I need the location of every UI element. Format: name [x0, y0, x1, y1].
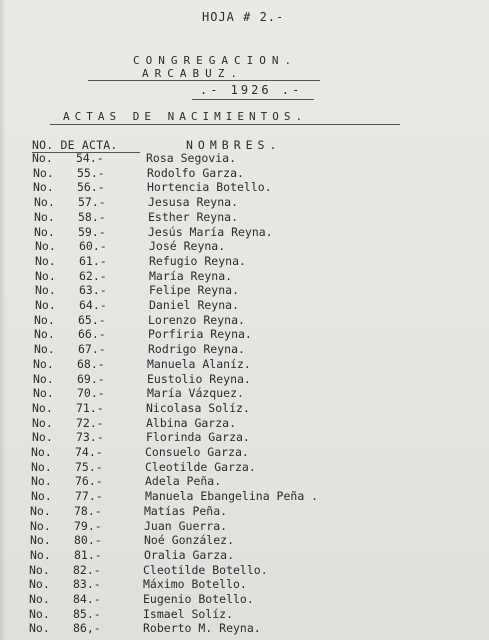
record-number: 82.- [73, 562, 101, 577]
record-number: 59.- [78, 224, 106, 239]
record-row [0, 504, 487, 519]
record-number: 85.- [73, 606, 101, 621]
place-name: ARCABUZ. [142, 67, 243, 80]
record-name: Esther Reyna. [148, 209, 239, 224]
record-prefix: No. [33, 356, 54, 371]
record-number: 71.- [76, 400, 104, 415]
record-number: 62.- [79, 268, 107, 283]
record-name: Eustolio Reyna. [147, 371, 251, 386]
record-prefix: No. [29, 606, 50, 621]
record-name: María Vázquez. [147, 386, 244, 401]
record-row [2, 327, 489, 342]
record-row [0, 401, 489, 416]
record-type-title: ACTAS DE NACIMIENTOS. [63, 110, 308, 123]
record-row [0, 474, 488, 489]
record-name: Roberto M. Reyna. [143, 621, 261, 636]
record-name: Albina Garza. [146, 415, 237, 430]
record-prefix: No. [29, 562, 50, 577]
record-row [1, 357, 489, 372]
record-number: 55.- [77, 165, 105, 180]
record-name: Jesusa Reyna. [148, 195, 239, 210]
record-prefix: No. [33, 371, 54, 386]
record-row [0, 151, 489, 166]
record-row [2, 225, 489, 240]
record-number: 72.- [76, 415, 104, 430]
record-name: Noé González. [144, 533, 235, 548]
record-row [2, 210, 489, 225]
record-row [0, 460, 488, 475]
record-number: 86,- [73, 621, 101, 636]
record-name: Rosa Segovia. [146, 151, 237, 165]
record-name: Lorenzo Reyna. [148, 312, 245, 327]
record-prefix: No. [33, 386, 54, 401]
record-prefix: No. [35, 268, 56, 283]
record-number: 73.- [76, 430, 104, 445]
record-number: 63.- [79, 283, 107, 298]
record-row [0, 445, 488, 460]
record-name: Ismael Solíz. [143, 606, 234, 621]
record-name: Eugenio Botello. [143, 592, 254, 606]
record-row [0, 519, 487, 534]
record-row [0, 577, 486, 592]
page-number-heading: HOJA # 2.- [202, 10, 285, 24]
record-number: 61.- [79, 253, 107, 268]
record-prefix: No. [33, 180, 54, 195]
record-prefix: No. [33, 165, 54, 180]
record-name: Felipe Reyna. [149, 283, 240, 298]
record-number: 66.- [78, 327, 106, 342]
record-prefix: No. [30, 547, 51, 562]
record-row [0, 592, 486, 607]
record-prefix: No. [30, 533, 51, 548]
record-prefix: No. [31, 459, 52, 474]
record-name: María Reyna. [149, 268, 233, 283]
record-prefix: No. [34, 195, 55, 210]
record-name: José Reyna. [149, 239, 226, 254]
record-prefix: No. [32, 415, 53, 430]
record-prefix: No. [31, 474, 52, 489]
record-number: 64.- [79, 298, 107, 312]
record-number: 68.- [77, 356, 105, 371]
record-row [0, 489, 488, 504]
record-name: Nicolasa Solíz. [146, 400, 250, 415]
record-number: 76.- [75, 474, 103, 489]
record-row [1, 386, 489, 401]
record-row [0, 533, 487, 548]
record-row [2, 195, 489, 210]
record-name: Hortencia Botello. [147, 180, 272, 195]
record-number: 69.- [77, 371, 105, 386]
record-row [1, 180, 489, 195]
record-number: 80.- [74, 533, 102, 548]
record-prefix: No. [31, 489, 52, 504]
record-name: Manuela Ebangelina Peña . [145, 489, 319, 504]
record-prefix: No. [34, 209, 55, 224]
record-name: Cleotilde Botello. [143, 562, 268, 577]
record-prefix: No. [34, 312, 55, 327]
record-number: 83.- [73, 577, 101, 592]
record-prefix: No. [31, 445, 52, 459]
record-name: Juan Guerra. [144, 518, 228, 533]
record-row [3, 254, 489, 269]
record-name: Florinda Garza. [146, 430, 250, 445]
record-number: 74.- [75, 445, 103, 459]
record-row [1, 372, 489, 387]
record-name: Matías Peña. [144, 503, 228, 518]
record-row [0, 621, 486, 636]
record-name: Máximo Botello. [143, 577, 247, 592]
record-prefix: No. [30, 503, 51, 518]
record-prefix: No. [34, 224, 55, 239]
record-prefix: No. [34, 342, 55, 357]
record-type-underline [50, 124, 400, 125]
record-name: Jesús María Reyna. [148, 224, 273, 239]
record-prefix: No. [32, 400, 53, 415]
record-number: 79.- [74, 518, 102, 533]
congregation-title: CONGREGACION. [133, 54, 298, 67]
record-name: Oralia Garza. [144, 547, 235, 562]
record-number: 81.- [74, 547, 102, 562]
record-row [2, 313, 489, 328]
record-row [0, 563, 486, 578]
record-name: Adela Peña. [145, 474, 222, 489]
record-row [3, 298, 489, 313]
record-row [2, 342, 489, 357]
place-underline [88, 80, 320, 81]
record-prefix: No. [32, 151, 53, 165]
record-number: 70.- [77, 386, 105, 401]
record-prefix: No. [29, 592, 50, 606]
record-number: 77.- [75, 489, 103, 504]
record-prefix: No. [29, 621, 50, 636]
record-row [3, 239, 489, 254]
record-prefix: No. [35, 239, 56, 254]
record-name: Rodrigo Reyna. [148, 342, 245, 357]
record-name: Rodolfo Garza. [147, 165, 244, 180]
record-number: 54.- [76, 151, 104, 165]
record-row [3, 283, 489, 298]
record-row [3, 269, 489, 284]
record-row [0, 416, 489, 431]
record-row [1, 166, 489, 181]
record-prefix: No. [30, 518, 51, 533]
record-row [0, 607, 486, 622]
record-prefix: No. [35, 298, 56, 312]
record-name: Refugio Reyna. [149, 253, 246, 268]
record-number: 60.- [79, 239, 107, 254]
record-number: 56.- [77, 180, 105, 195]
record-number: 58.- [78, 209, 106, 224]
record-prefix: No. [35, 253, 56, 268]
record-number: 65.- [78, 312, 106, 327]
year-line: .- 1926 .- [200, 83, 303, 97]
year-underline [192, 99, 314, 100]
record-name: Cleotilde Garza. [145, 459, 256, 474]
record-name: Daniel Reyna. [149, 298, 240, 312]
record-row [0, 548, 487, 563]
record-name: Consuelo Garza. [145, 445, 249, 459]
record-prefix: No. [32, 430, 53, 445]
record-prefix: No. [34, 327, 55, 342]
record-prefix: No. [29, 577, 50, 592]
record-name: Manuela Alaníz. [147, 356, 251, 371]
record-number: 67.- [78, 342, 106, 357]
record-number: 57.- [78, 195, 106, 210]
record-row [0, 430, 489, 445]
record-number: 78.- [74, 503, 102, 518]
record-number: 75.- [75, 459, 103, 474]
column-header-names: NOMBRES. [186, 138, 282, 152]
record-name: Porfiria Reyna. [148, 327, 252, 342]
record-prefix: No. [35, 283, 56, 298]
column-header-number: NO. DE ACTA. [32, 138, 118, 152]
record-number: 84.- [73, 592, 101, 606]
